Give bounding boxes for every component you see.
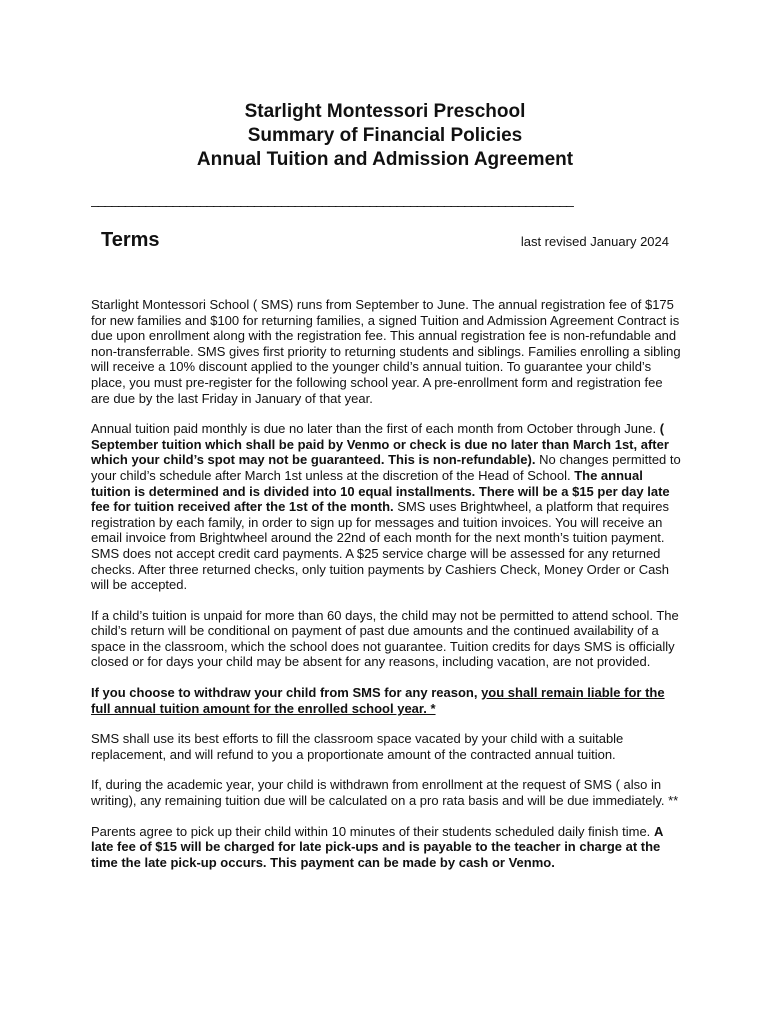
title-agreement: Annual Tuition and Admission Agreement [196,149,574,170]
title-summary: Summary of Financial Policies [247,125,523,146]
paragraph-unpaid-tuition-text: If a child’s tuition is unpaid for more than 60 days, the child may not be permitted to attend school. The child’s return will be conditional on payment of past due amounts and the continued availability of a space in the classroom, which the school does not guarantee. Tuition credits for days SMS is officially closed or for days your child may be absent for any reasons, including vacation, are not provided. [91,607,679,670]
paragraph-enrollment-text: Starlight Montessori School ( SMS) runs from September to June. The annual registration fee of $175 for new families and $100 for returning families, a signed Tuition and Admission Agreement Contract is due upon enrollment along with the registration fee. This annual registration fee is non-refundable and non-transferrable. SMS gives first priority to returning students and siblings. Families enrolling a sibling will receive a 10% discount applied to the younger child’s annual tuition. To guarantee your child’s place, you must pre-register for the following school year. A pre-enrollment form and registration fee are due by the last Friday in January of that year. [91,297,681,406]
separator-line: _______________________________________________________________________ [91,191,573,207]
paragraph-withdrawal [91,685,683,716]
pickup-text: Parents agree to pick up their child within 10 minutes of their students scheduled daily finish time. [91,823,651,839]
paragraph-tuition [91,421,683,593]
tuition-due-text: Annual tuition paid monthly is due no later than the first of each month from October through June. [91,421,657,437]
brightwheel-text: SMS uses Brightwheel, a platform that requires registration by each family, in order to sign up for messages and tuition invoices. You will receive an email invoice from Brightwheel around the 22nd of each month for the next month’s tuition payment. SMS does not accept credit card payments. A $25 service charge will be assessed for any returned checks. After three returned checks, only tuition payments by Cashiers Check, Money Order or Cash will be accepted. [91,499,670,593]
document-title [0,100,770,172]
paragraph-school-withdrawal [91,777,683,808]
paragraph-enrollment [91,297,683,406]
september-tuition-note: ( September tuition which shall be paid by Venmo or check is due no later than March 1st, after which your child’s spot may not be guaranteed. This is non-refundable). [91,421,669,468]
paragraph-school-withdrawal-text: If, during the academic year, your child is withdrawn from enrollment at the request of SMS ( also in writing), any remaining tuition due will be calculated on a pro rata basis and will be due immediately. ** [91,777,679,809]
revision-date: last revised January 2024 [520,234,669,249]
withdrawal-liability-text: you shall remain liable for the full annual tuition amount for the enrolled school year. * [91,685,665,716]
document-body [91,297,683,885]
schedule-change-text: No changes permitted to your child’s schedule after March 1st unless at the discretion of the Head of School. [91,452,681,483]
withdrawal-text: If you choose to withdraw your child from SMS for any reason, [91,685,478,701]
title-school-name: Starlight Montessori Preschool [244,101,526,122]
installments-late-fee-note: The annual tuition is determined and is divided into 10 equal installments. There will be a $15 per day late fee for tuition received after the 1st of the month. [91,467,670,515]
section-heading-terms: Terms [101,229,160,251]
paragraph-replacement-text: SMS shall use its best efforts to fill the classroom space vacated by your child with a suitable replacement, and will refund to you a proportionate amount of the contracted annual tuition. [91,731,624,762]
paragraph-pickup [91,824,683,871]
paragraph-replacement [91,731,683,762]
paragraph-unpaid-tuition [91,608,683,670]
late-pickup-fee-note: A late fee of $15 will be charged for late pick-ups and is payable to the teacher in charge at the time the late pick-up occurs. This payment can be made by cash or Venmo. [91,823,663,870]
